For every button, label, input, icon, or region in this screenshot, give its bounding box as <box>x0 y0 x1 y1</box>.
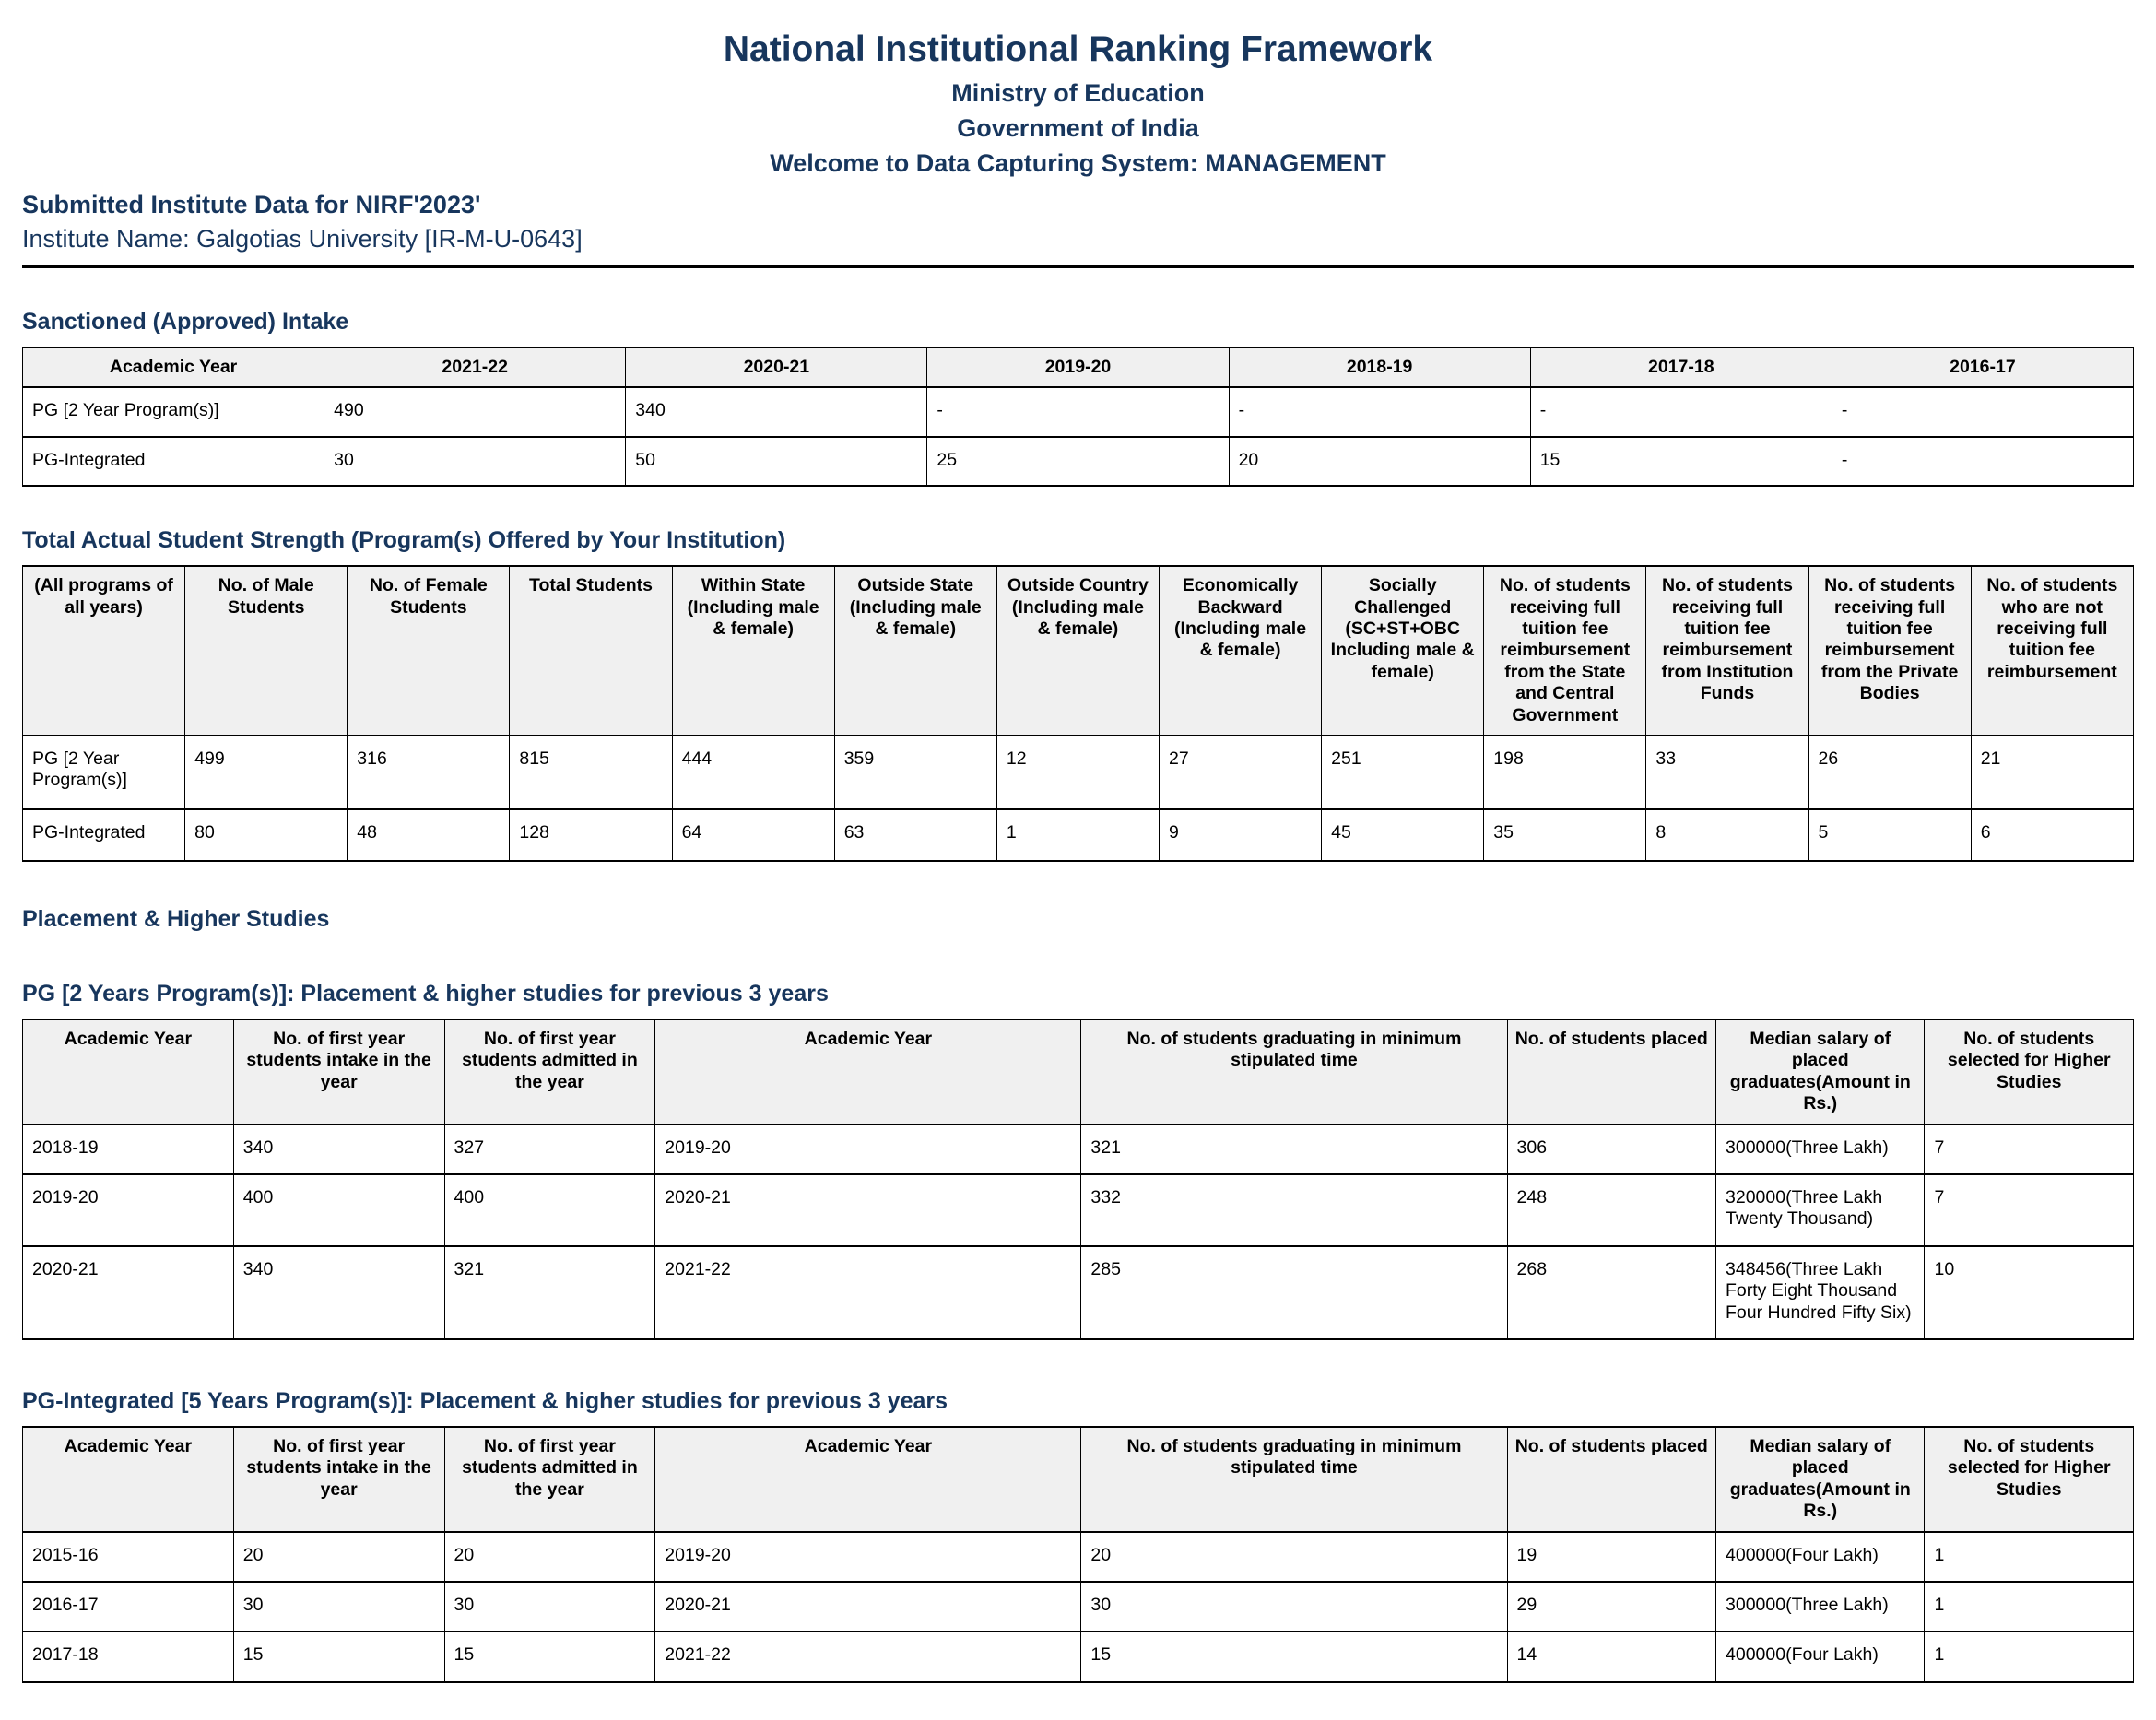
table-cell: PG [2 Year Program(s)] <box>23 736 185 809</box>
table-cell: 321 <box>1081 1125 1507 1174</box>
table-cell: 25 <box>927 437 1229 486</box>
pg-placement-table <box>22 1019 2134 1340</box>
table-cell: 490 <box>324 387 626 436</box>
table-cell: - <box>1832 387 2133 436</box>
column-header: No. of students receiving full tuition fee reimbursement from the Private Bodies <box>1808 566 1971 736</box>
table-cell: 327 <box>444 1125 655 1174</box>
table-cell: 340 <box>233 1246 444 1339</box>
table-cell: 12 <box>996 736 1159 809</box>
placement-heading: Placement & Higher Studies <box>22 906 330 933</box>
table-cell: 400 <box>233 1174 444 1246</box>
table-cell: 444 <box>672 736 834 809</box>
column-header: 2019-20 <box>927 348 1229 387</box>
column-header: No. of students receiving full tuition fee reimbursement from Institution Funds <box>1646 566 1808 736</box>
column-header: 2021-22 <box>324 348 626 387</box>
table-cell: - <box>1229 387 1530 436</box>
table-cell: 340 <box>233 1125 444 1174</box>
table-cell: 340 <box>626 387 927 436</box>
column-header: No. of Male Students <box>185 566 348 736</box>
table-cell: 2017-18 <box>23 1632 234 1681</box>
table-cell: 285 <box>1081 1246 1507 1339</box>
column-header: Median salary of placed graduates(Amount in Rs.) <box>1716 1427 1925 1532</box>
table-cell: 316 <box>348 736 510 809</box>
sanctioned-intake-title: Sanctioned (Approved) Intake <box>22 309 349 335</box>
table-cell: 9 <box>1159 809 1321 861</box>
table-cell: 20 <box>233 1532 444 1582</box>
ministry-subtitle: Ministry of Education <box>951 79 1205 107</box>
table-cell: 30 <box>324 437 626 486</box>
table-cell: 306 <box>1507 1125 1715 1174</box>
table-cell: 251 <box>1322 736 1484 809</box>
table-cell: 128 <box>510 809 672 861</box>
table-cell: 21 <box>1971 736 2133 809</box>
table-cell: 30 <box>233 1582 444 1632</box>
table-cell: 2019-20 <box>655 1532 1081 1582</box>
table-cell: 5 <box>1808 809 1971 861</box>
column-header: 2018-19 <box>1229 348 1530 387</box>
sanctioned-intake-table <box>22 347 2134 487</box>
column-header: No. of students placed <box>1507 1427 1715 1532</box>
table-cell: 15 <box>1530 437 1832 486</box>
table-cell: 80 <box>185 809 348 861</box>
table-cell: 10 <box>1925 1246 2134 1339</box>
table-cell: 14 <box>1507 1632 1715 1681</box>
table-cell: 1 <box>1925 1632 2134 1681</box>
table-cell: 20 <box>444 1532 655 1582</box>
header-row <box>23 348 2134 387</box>
column-header: No. of first year students admitted in the year <box>444 1019 655 1125</box>
table-cell: PG-Integrated <box>23 809 185 861</box>
table-row <box>23 1125 2134 1174</box>
table-cell: 50 <box>626 437 927 486</box>
table-cell: 1 <box>1925 1582 2134 1632</box>
table-cell: 300000(Three Lakh) <box>1716 1125 1925 1174</box>
column-header: Academic Year <box>23 1427 234 1532</box>
table-cell: 7 <box>1925 1125 2134 1174</box>
welcome-subtitle: Welcome to Data Capturing System: MANAGEMENT <box>770 149 1386 177</box>
table-cell: 35 <box>1484 809 1646 861</box>
column-header: Socially Challenged (SC+ST+OBC Including male & female) <box>1322 566 1484 736</box>
column-header: 2017-18 <box>1530 348 1832 387</box>
column-header: Academic Year <box>655 1427 1081 1532</box>
table-cell: 30 <box>444 1582 655 1632</box>
table-cell: 268 <box>1507 1246 1715 1339</box>
table-cell: - <box>1832 437 2133 486</box>
government-subtitle: Government of India <box>957 114 1199 142</box>
table-row <box>23 809 2134 861</box>
header-row <box>23 1427 2134 1532</box>
table-cell: 2018-19 <box>23 1125 234 1174</box>
table-cell: 815 <box>510 736 672 809</box>
column-header: No. of students graduating in minimum stipulated time <box>1081 1427 1507 1532</box>
pg-placement-title: PG [2 Years Program(s)]: Placement & higher studies for previous 3 years <box>22 981 829 1007</box>
table-row <box>23 736 2134 809</box>
nirf-title: National Institutional Ranking Framework <box>723 29 1433 69</box>
column-header: No. of students placed <box>1507 1019 1715 1125</box>
table-cell: 29 <box>1507 1582 1715 1632</box>
page-header <box>22 29 2134 178</box>
column-header: No. of first year students admitted in the year <box>444 1427 655 1532</box>
column-header: No. of first year students intake in the year <box>233 1427 444 1532</box>
column-header: No. of first year students intake in the year <box>233 1019 444 1125</box>
table-cell: 20 <box>1229 437 1530 486</box>
table-cell: 400 <box>444 1174 655 1246</box>
column-header: Total Students <box>510 566 672 736</box>
table-row <box>23 1532 2134 1582</box>
column-header: Outside Country (Including male & female) <box>996 566 1159 736</box>
column-header: No. of students receiving full tuition fee reimbursement from the State and Central Government <box>1484 566 1646 736</box>
table-cell: 48 <box>348 809 510 861</box>
table-cell: 1 <box>1925 1532 2134 1582</box>
pgi-placement-title: PG-Integrated [5 Years Program(s)]: Placement & higher studies for previous 3 years <box>22 1387 948 1414</box>
institute-name-line: Institute Name: Galgotias University [IR-M-U-0643] <box>22 225 583 253</box>
table-cell: 64 <box>672 809 834 861</box>
student-strength-table <box>22 565 2134 862</box>
table-cell: 30 <box>1081 1582 1507 1632</box>
column-header: No. of students who are not receiving full tuition fee reimbursement <box>1971 566 2133 736</box>
column-header: Economically Backward (Including male & female) <box>1159 566 1321 736</box>
column-header: Outside State (Including male & female) <box>834 566 996 736</box>
table-cell: 359 <box>834 736 996 809</box>
table-cell: 499 <box>185 736 348 809</box>
table-cell: 2019-20 <box>23 1174 234 1246</box>
column-header: No. of students selected for Higher Studies <box>1925 1427 2134 1532</box>
table-cell: 33 <box>1646 736 1808 809</box>
table-cell: 2016-17 <box>23 1582 234 1632</box>
column-header: 2020-21 <box>626 348 927 387</box>
table-cell: 400000(Four Lakh) <box>1716 1632 1925 1681</box>
table-cell: 332 <box>1081 1174 1507 1246</box>
table-row <box>23 1582 2134 1632</box>
table-cell: - <box>927 387 1229 436</box>
table-cell: 198 <box>1484 736 1646 809</box>
table-cell: 8 <box>1646 809 1808 861</box>
table-cell: PG-Integrated <box>23 437 324 486</box>
table-cell: 248 <box>1507 1174 1715 1246</box>
column-header: 2016-17 <box>1832 348 2133 387</box>
table-cell: 300000(Three Lakh) <box>1716 1582 1925 1632</box>
table-cell: 320000(Three Lakh Twenty Thousand) <box>1716 1174 1925 1246</box>
table-row <box>23 387 2134 436</box>
student-strength-title: Total Actual Student Strength (Program(s) Offered by Your Institution) <box>22 527 786 554</box>
table-cell: 15 <box>1081 1632 1507 1681</box>
table-cell: 6 <box>1971 809 2133 861</box>
table-cell: 63 <box>834 809 996 861</box>
column-header: Within State (Including male & female) <box>672 566 834 736</box>
column-header: No. of students selected for Higher Studies <box>1925 1019 2134 1125</box>
pgi-placement-table <box>22 1426 2134 1683</box>
table-cell: 321 <box>444 1246 655 1339</box>
table-cell: 400000(Four Lakh) <box>1716 1532 1925 1582</box>
column-header: (All programs of all years) <box>23 566 185 736</box>
table-row <box>23 1174 2134 1246</box>
submitted-data-heading: Submitted Institute Data for NIRF'2023' <box>22 191 481 218</box>
table-row <box>23 1632 2134 1681</box>
header-divider <box>22 265 2134 268</box>
column-header: Academic Year <box>23 348 324 387</box>
table-cell: 2021-22 <box>655 1632 1081 1681</box>
table-cell: 348456(Three Lakh Forty Eight Thousand Four Hundred Fifty Six) <box>1716 1246 1925 1339</box>
table-cell: 15 <box>444 1632 655 1681</box>
table-cell: 1 <box>996 809 1159 861</box>
table-cell: 2020-21 <box>655 1582 1081 1632</box>
table-row <box>23 437 2134 486</box>
column-header: Median salary of placed graduates(Amount in Rs.) <box>1716 1019 1925 1125</box>
table-cell: - <box>1530 387 1832 436</box>
column-header: Academic Year <box>655 1019 1081 1125</box>
table-cell: 27 <box>1159 736 1321 809</box>
table-cell: 2020-21 <box>655 1174 1081 1246</box>
table-cell: 7 <box>1925 1174 2134 1246</box>
table-cell: 2020-21 <box>23 1246 234 1339</box>
column-header: No. of Female Students <box>348 566 510 736</box>
table-cell: 15 <box>233 1632 444 1681</box>
table-cell: 19 <box>1507 1532 1715 1582</box>
table-cell: PG [2 Year Program(s)] <box>23 387 324 436</box>
table-cell: 26 <box>1808 736 1971 809</box>
table-cell: 2019-20 <box>655 1125 1081 1174</box>
table-cell: 20 <box>1081 1532 1507 1582</box>
column-header: No. of students graduating in minimum stipulated time <box>1081 1019 1507 1125</box>
table-cell: 2015-16 <box>23 1532 234 1582</box>
table-row <box>23 1246 2134 1339</box>
table-cell: 45 <box>1322 809 1484 861</box>
column-header: Academic Year <box>23 1019 234 1125</box>
table-cell: 2021-22 <box>655 1246 1081 1339</box>
header-row <box>23 566 2134 736</box>
header-row <box>23 1019 2134 1125</box>
